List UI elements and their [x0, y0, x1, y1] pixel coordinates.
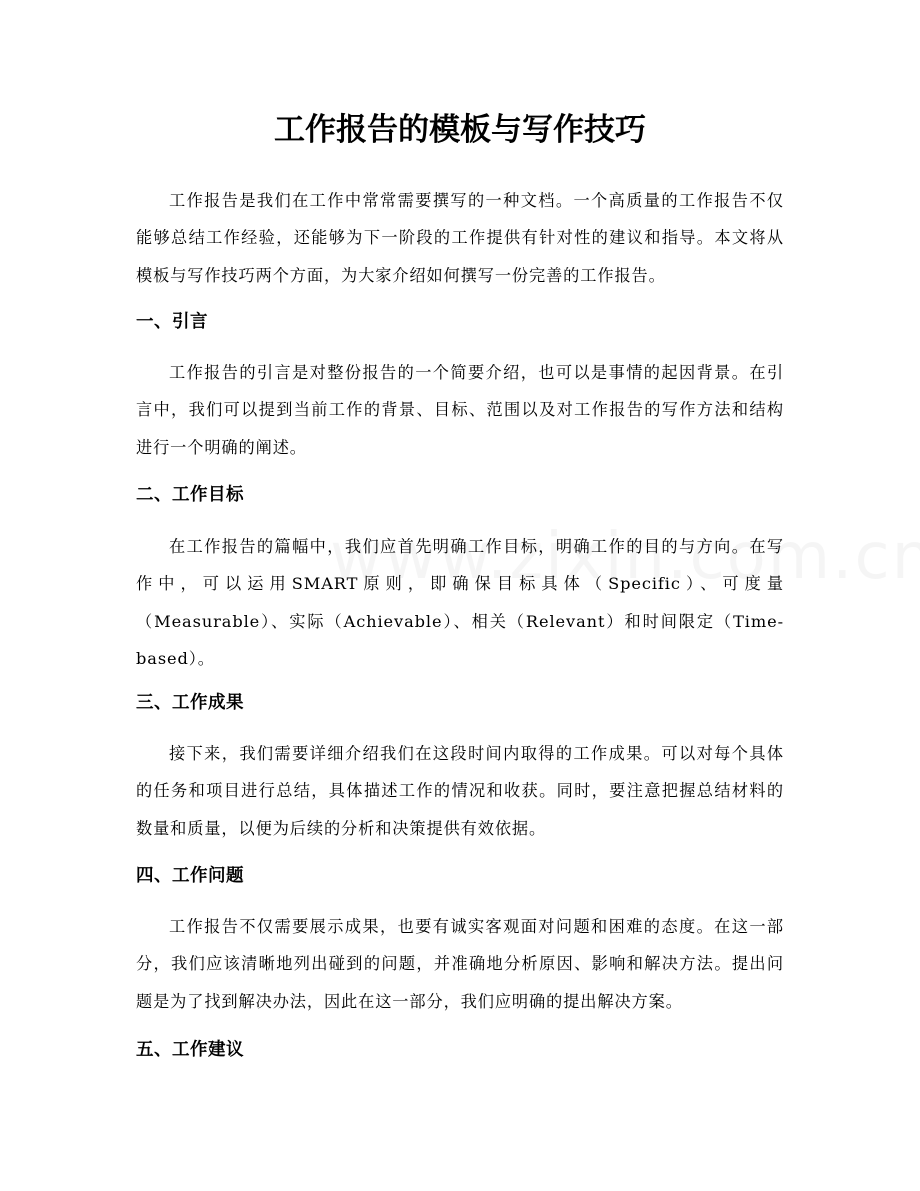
section-heading-work-problems: 四、工作问题 [136, 866, 244, 886]
section-heading-work-goals: 二、工作目标 [136, 485, 244, 505]
section-body-work-results: 接下来，我们需要详细介绍我们在这段时间内取得的工作成果。可以对每个具体的任务和项目进行总结，具体描述工作的情况和收获。同时，要注意把握总结材料的数量和质量，以便为后续的分析和决策提供有效依据。 [136, 744, 784, 838]
section-body-work-problems: 工作报告不仅需要展示成果，也要有诚实客观面对问题和困难的态度。在这一部分，我们应该清晰地列出碰到的问题，并准确地分析原因、影响和解决方法。提出问题是为了找到解决办法，因此在这一部分，我们应明确的提出解决方案。 [136, 917, 784, 1011]
section-heading-work-suggestions: 五、工作建议 [136, 1040, 244, 1060]
document-title: 工作报告的模板与写作技巧 [274, 112, 646, 148]
section-heading-work-results: 三、工作成果 [136, 693, 244, 713]
section-heading-introduction: 一、引言 [136, 312, 208, 332]
section-body-introduction: 工作报告的引言是对整份报告的一个简要介绍，也可以是事情的起因背景。在引言中，我们可以提到当前工作的背景、目标、范围以及对工作报告的写作方法和结构进行一个明确的阐述。 [136, 363, 784, 457]
section-body-work-goals: 在工作报告的篇幅中，我们应首先明确工作目标，明确工作的目的与方向。在写作中，可以运用SMART原则，即确保目标具体（Specific）、可度量（Measurable）、实际（Achievable）、相关（Relevant）和时间限定（Time-based）。 [136, 537, 784, 668]
intro-paragraph: 工作报告是我们在工作中常常需要撰写的一种文档。一个高质量的工作报告不仅能够总结工作经验，还能够为下一阶段的工作提供有针对性的建议和指导。本文将从模板与写作技巧两个方面，为大家介绍如何撰写一份完善的工作报告。 [136, 191, 784, 285]
